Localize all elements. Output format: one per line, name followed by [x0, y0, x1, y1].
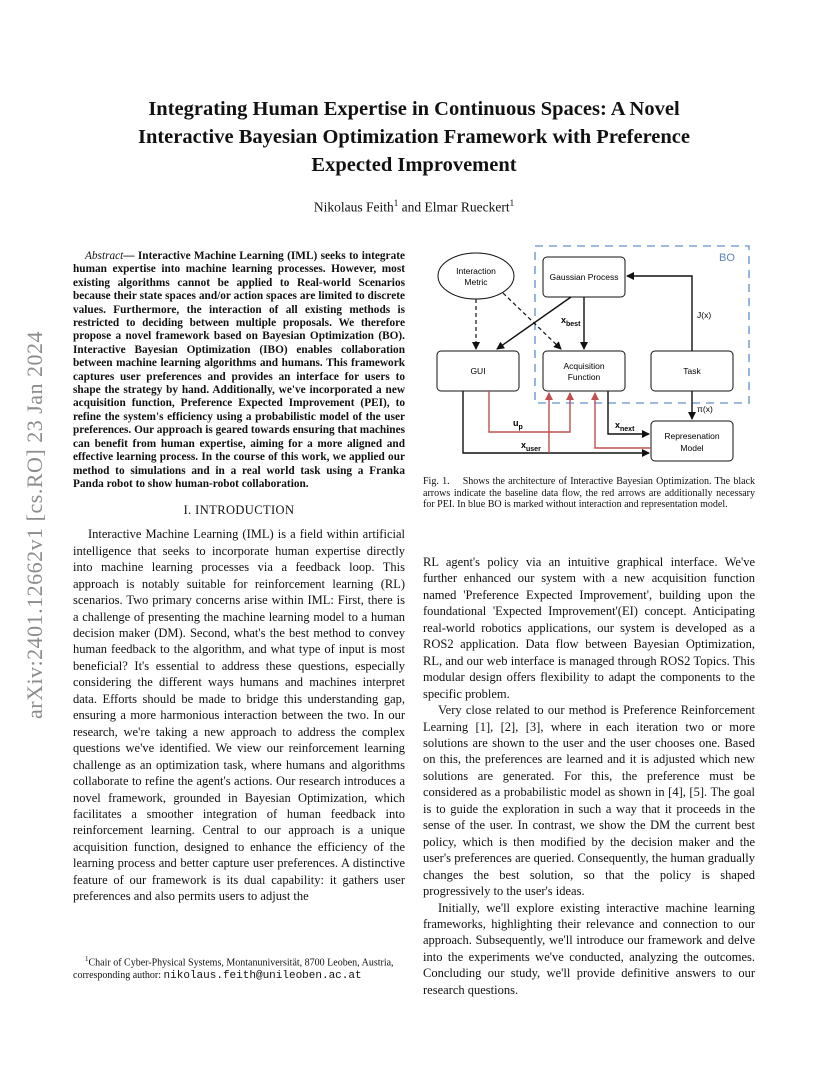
label-x-best: $x_{best}$ — [561, 315, 581, 328]
title-line-3: Expected Improvement — [311, 154, 517, 176]
author-name-1: Nikolaus Feith — [313, 199, 394, 215]
arxiv-identifier-text: arXiv:2401.12662v1 [cs.RO] 23 Jan 2024 — [22, 330, 47, 720]
node-task — [651, 351, 733, 391]
arrow-interaction-metric-to-acquisition — [503, 293, 561, 349]
node-acquisition-label-line1: Acquisition — [563, 361, 605, 371]
node-representation-label-line2: Model — [680, 443, 704, 453]
bo-region-label: BO — [719, 252, 735, 264]
figure-caption-label: Fig. 1. — [423, 476, 450, 487]
label-x-next: $x_{next}$ — [615, 420, 635, 433]
label-j-x: J(x) — [697, 310, 712, 320]
author-name-2: Elmar Rueckert — [424, 199, 510, 215]
red-arrow-representation-to-acquisition — [595, 393, 651, 448]
intro-paragraph-right-1: RL agent's policy via an intuitive graphical interface. We've further enhanced our system with a new acquisition function named 'Preference Expected Improvement', building upon the foundational 'Expected Improvement'(EI) concept. Anticipating real-world robotics applications, our system is developed as a ROS2 application. Data flow between Bayesian Optimization, RL, and our web interface is managed through ROS2 Topics. This modular design offers flexibility to adapt the components to the specific problem. — [423, 555, 755, 701]
author-connector: and — [398, 199, 425, 215]
abstract-dash: — — [123, 250, 138, 262]
figure-caption-text: Shows the architecture of Interactive Bayesian Optimization. The black arrows indicate the baseline data flow, the red arrows are additionally necessary for PEI. In blue BO is marked without interaction and representation model. — [423, 476, 756, 511]
section-heading-introduction: I. INTRODUCTION — [183, 503, 295, 518]
node-representation-label-line1: Represenation — [664, 431, 720, 441]
label-pi-x: π(x) — [697, 404, 713, 414]
footnote-corresponding — [73, 970, 405, 983]
intro-paragraph-right-3: Initially, we'll explore existing interactive machine learning frameworks, highlighting their relevance and connection to our approach. Subsequently, we'll introduce our framework and delve into the experiments we've conducted, analyzing the outcomes. Concluding our study, we'll provide definitive answers to our research questions. — [423, 900, 755, 997]
paper-title — [92, 95, 736, 179]
abstract-text: Interactive Machine Learning (IML) seeks to integrate human expertise into machine learning processes. However, most existing algorithms cannot be applied to Real-world Scenarios because their state spaces and/or action spaces are limited to discrete values. Furthermore, the interaction of all existing methods is restricted to deciding between multiple proposals. We therefore propose a novel framework based on Bayesian Optimization (BO). Interactive Bayesian Optimization (IBO) enables collaboration between machine learning algorithms and humans. This framework captures user preferences and provides an interface for users to shape the strategy by hand. Additionally, we've incorporated a new acquisition function, Preference Expected Improvement (PEI), to refine the system's efficiency using a probabilistic model of the user preferences. Our approach is geared towards ensuring that machines can benefit from human expertise, aiming for a more aligned and effective learning process. In the course of this work, we applied our method to simulations and in a real world task using a Franka Panda robot to show human-robot collaboration. — [73, 250, 405, 490]
footnote-mark: 1 — [85, 955, 89, 963]
author-list — [92, 198, 736, 216]
author-2-affiliation-mark: 1 — [509, 198, 515, 208]
right-column — [423, 236, 756, 997]
right-column-body — [423, 554, 755, 998]
footnote-affiliation-text: Chair of Cyber-Physical Systems, Montanuniversität, 8700 Leoben, Austria, — [88, 957, 394, 969]
node-interaction-metric — [438, 253, 514, 299]
label-u-p: $u_p$ — [513, 418, 523, 431]
node-acquisition-label-line2: Function — [567, 372, 601, 382]
intro-paragraph-left: Interactive Machine Learning (IML) is a field within artificial intelligence that seeks to incorporate human expertise directly into machine learning processes via a feedback loop. This approach is notably suitable for reinforcement learning (RL) scenarios. Two primary concerns arise within IML: First, there is a challenge of presenting the machine learning model to a human decision maker (DM). Second, what's the best method to convey human feedback to the algorithm, and what type of input is most beneficial? It's essential to address these questions, especially considering the different ways humans and machines interpret data. Efforts should be made to bridge this understanding gap, ensuring a more harmonious interaction between the two. In our research, we're taking a new approach to address the complex questions we've identified. We view our reinforcement learning challenge as an optimization task, where humans and algorithms collaborate to refine the agent's actions. Our research introduces a novel framework, grounded in Bayesian Optimization, which facilitates a smoother integration of human feedback into reinforcement learning. Central to our approach is a unique acquisition function, designed to enhance the efficiency of the learning process and better capture user preferences. A distinctive feature of our framework is its dual capability: it gathers user preferences and also permits users to adjust the — [73, 527, 405, 904]
arxiv-identifier-stamp — [22, 290, 48, 760]
arrow-gui-to-representation — [463, 391, 649, 453]
arrow-gp-to-gui — [497, 297, 571, 349]
arrow-task-to-gp — [627, 276, 692, 351]
label-x-user: $x_{user}$ — [521, 440, 541, 453]
footnote — [73, 953, 405, 982]
figure-1-architecture-diagram — [423, 236, 755, 468]
footnote-affiliation — [73, 953, 405, 970]
red-arrow-gui-to-acquisition-up — [489, 391, 570, 432]
left-column — [73, 250, 405, 905]
footnote-corresponding-label: corresponding author: — [73, 969, 164, 981]
abstract-label: Abstract — [85, 250, 124, 262]
node-gui-label: GUI — [470, 366, 486, 376]
abstract — [73, 250, 405, 491]
node-interaction-metric-label-line2: Metric — [464, 277, 488, 287]
node-representation-model — [651, 421, 733, 461]
node-interaction-metric-label-line1: Interaction — [456, 266, 496, 276]
node-gaussian-process-label: Gaussian Process — [549, 272, 619, 282]
author-1-affiliation-mark: 1 — [393, 198, 399, 208]
figure-1-caption — [423, 476, 755, 511]
title-line-1: Integrating Human Expertise in Continuous Spaces: A Novel — [148, 98, 680, 120]
intro-paragraph-right-2: Very close related to our method is Preference Reinforcement Learning [1], [2], [3], where in each iteration two or more solutions are shown to the user and the user chooses one. Based on this, the preferences are learned and it is adjusted which new solutions are generated. For this, the preference must be considered as a probabilistic model as shown in [4], [5]. The goal is to guide the exploration in such a way that it proceeds in the sense of the user. In contrast, we show the DM the current best policy, which is then modified by the decision maker and the user's preferences are queried. Consequently, the human gradually changes the best solution, so that the policy is shaped progressively to the user's ideas. — [423, 703, 755, 899]
title-line-2: Interactive Bayesian Optimization Framework with Preference — [137, 126, 691, 148]
architecture-diagram — [423, 236, 755, 468]
node-gaussian-process — [543, 257, 625, 297]
node-task-label: Task — [683, 366, 701, 376]
node-gui — [437, 351, 519, 391]
node-acquisition-function — [543, 351, 625, 391]
corresponding-author-email[interactable]: nikolaus.feith@unileoben.ac.at — [163, 969, 362, 982]
